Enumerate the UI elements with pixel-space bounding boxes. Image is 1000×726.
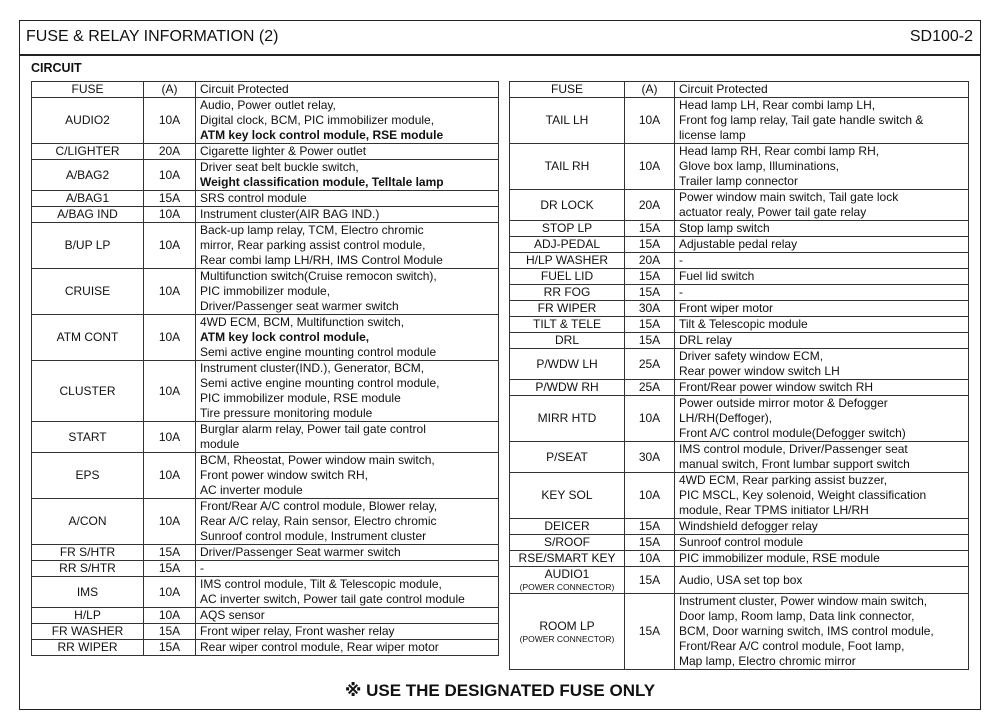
fuse-subtitle: (POWER CONNECTOR) <box>519 582 615 592</box>
table-row <box>510 442 969 473</box>
fuse-name: A/BAG1 <box>65 191 110 205</box>
col-header-circuit: Circuit Protected <box>675 82 969 98</box>
fuse-name-cell <box>510 333 625 349</box>
circuit-line: LH/RH(Deffoger), <box>679 411 773 425</box>
fuse-name-cell <box>510 396 625 442</box>
circuit-line: Front A/C control module(Defogger switch) <box>679 426 906 440</box>
circuit-line: 4WD ECM, BCM, Multifunction switch, <box>200 315 405 329</box>
amperage-cell: 15A <box>144 640 196 656</box>
table-row <box>510 317 969 333</box>
circuit-line: Front fog lamp relay, Tail gate handle switch & <box>679 113 924 127</box>
circuit-line: - <box>200 561 204 575</box>
circuit-line: Power outside mirror motor & Defogger <box>679 396 888 410</box>
table-row <box>510 349 969 380</box>
table-row <box>510 269 969 285</box>
fuse-name: ATM CONT <box>56 330 119 344</box>
circuit-cell <box>196 144 499 160</box>
table-row <box>510 594 969 670</box>
circuit-line: PIC immobilizer module, <box>200 284 331 298</box>
circuit-line: Driver/Passenger seat warmer switch <box>200 299 399 313</box>
fuse-name-cell <box>32 269 144 315</box>
fuse-name: FUEL LID <box>540 269 594 283</box>
circuit-line: Tire pressure monitoring module <box>200 406 373 420</box>
left-fuse-table <box>31 81 499 656</box>
fuse-name: RR S/HTR <box>59 561 116 575</box>
table-row <box>32 361 499 422</box>
amperage-cell: 25A <box>625 349 675 380</box>
fuse-name-cell <box>32 577 144 608</box>
circuit-cell <box>675 442 969 473</box>
circuit-line: Windshield defogger relay <box>679 519 818 533</box>
circuit-line: ATM key lock control module, <box>200 330 370 344</box>
header-bar <box>20 21 980 56</box>
table-row <box>510 473 969 519</box>
amperage-cell: 10A <box>144 269 196 315</box>
table-row <box>32 98 499 144</box>
table-row <box>32 269 499 315</box>
circuit-cell <box>675 317 969 333</box>
amperage-cell: 15A <box>625 333 675 349</box>
table-row <box>32 207 499 223</box>
amperage-cell: 10A <box>625 98 675 144</box>
fuse-name: C/LIGHTER <box>55 144 120 158</box>
amperage-cell: 15A <box>625 519 675 535</box>
fuse-name: CLUSTER <box>59 383 116 398</box>
fuse-name: RR WIPER <box>57 640 118 654</box>
circuit-line: Rear A/C relay, Rain sensor, Electro chromic <box>200 514 437 528</box>
right-table-body <box>510 98 969 670</box>
circuit-line: DRL relay <box>679 333 732 347</box>
circuit-line: Burglar alarm relay, Power tail gate control <box>200 422 426 436</box>
fuse-name: FR S/HTR <box>59 545 116 559</box>
circuit-line: BCM, Door warning switch, IMS control module, <box>679 624 934 638</box>
circuit-line: Multifunction switch(Cruise remocon switch), <box>200 269 437 283</box>
document-frame <box>19 20 981 710</box>
table-row <box>510 98 969 144</box>
table-row <box>510 253 969 269</box>
circuit-line: AC inverter module <box>200 483 303 497</box>
circuit-cell <box>675 190 969 221</box>
right-fuse-table <box>509 81 969 670</box>
table-header-row <box>32 82 499 98</box>
fuse-name: DEICER <box>544 519 590 533</box>
circuit-line: BCM, Rheostat, Power window main switch, <box>200 453 435 467</box>
circuit-line: Fuel lid switch <box>679 269 755 283</box>
amperage-cell: 15A <box>625 535 675 551</box>
circuit-line: Cigarette lighter & Power outlet <box>200 144 367 158</box>
circuit-line: Stop lamp switch <box>679 221 770 235</box>
fuse-name-cell <box>510 301 625 317</box>
fuse-name-cell <box>510 269 625 285</box>
circuit-cell <box>675 98 969 144</box>
document-code: SD100-2 <box>909 28 973 45</box>
fuse-name-cell <box>510 190 625 221</box>
circuit-line: Semi active engine mounting control module, <box>200 376 440 390</box>
amperage-cell: 30A <box>625 301 675 317</box>
fuse-name: MIRR HTD <box>537 411 597 425</box>
fuse-name-cell <box>510 594 625 670</box>
circuit-cell <box>196 315 499 361</box>
circuit-cell <box>675 269 969 285</box>
table-row <box>32 577 499 608</box>
amperage-cell: 15A <box>625 317 675 333</box>
circuit-cell <box>196 499 499 545</box>
fuse-name-cell <box>510 535 625 551</box>
circuit-line: Front/Rear power window switch RH <box>679 380 874 394</box>
fuse-name: TAIL RH <box>544 159 590 173</box>
table-row <box>510 285 969 301</box>
table-row <box>510 144 969 190</box>
fuse-name-cell <box>510 221 625 237</box>
fuse-name: RR FOG <box>543 285 591 299</box>
col-header-fuse: FUSE <box>32 82 144 98</box>
circuit-line: IMS control module, Driver/Passenger seat <box>679 442 908 456</box>
circuit-cell <box>196 98 499 144</box>
amperage-cell: 15A <box>144 191 196 207</box>
fuse-name-cell <box>32 499 144 545</box>
fuse-name: DR LOCK <box>540 197 594 212</box>
table-row <box>32 160 499 191</box>
fuse-name-cell <box>510 144 625 190</box>
circuit-cell <box>196 361 499 422</box>
table-row <box>510 535 969 551</box>
circuit-cell <box>675 594 969 670</box>
circuit-line: Audio, Power outlet relay, <box>200 98 336 112</box>
table-row <box>32 453 499 499</box>
circuit-cell <box>675 473 969 519</box>
circuit-line: Rear power window switch LH <box>679 364 840 378</box>
circuit-line: Instrument cluster(AIR BAG IND.) <box>200 207 380 221</box>
fuse-name-cell <box>32 640 144 656</box>
table-row <box>32 144 499 160</box>
circuit-cell <box>675 285 969 301</box>
circuit-line: Instrument cluster, Power window main switch, <box>679 594 928 608</box>
section-label: CIRCUIT <box>31 61 82 75</box>
page-title: FUSE & RELAY INFORMATION (2) <box>26 28 279 45</box>
circuit-cell <box>675 144 969 190</box>
table-row <box>32 640 499 656</box>
table-row <box>510 396 969 442</box>
table-row <box>510 301 969 317</box>
table-row <box>32 499 499 545</box>
circuit-cell <box>675 380 969 396</box>
circuit-cell <box>675 551 969 567</box>
circuit-line: Semi active engine mounting control module <box>200 345 437 359</box>
circuit-cell <box>675 253 969 269</box>
amperage-cell: 15A <box>144 545 196 561</box>
amperage-cell: 10A <box>144 315 196 361</box>
fuse-name: B/UP LP <box>64 238 111 252</box>
fuse-name: FR WASHER <box>51 624 124 638</box>
circuit-line: mirror, Rear parking assist control module, <box>200 238 426 252</box>
fuse-name: EPS <box>75 468 100 482</box>
table-header-row <box>510 82 969 98</box>
amperage-cell: 10A <box>625 473 675 519</box>
amperage-cell: 25A <box>625 380 675 396</box>
circuit-line: Driver seat belt buckle switch, <box>200 160 359 174</box>
table-row <box>510 519 969 535</box>
circuit-cell <box>196 422 499 453</box>
circuit-line: PIC immobilizer module, RSE module <box>679 551 880 565</box>
fuse-name-cell <box>510 317 625 333</box>
circuit-line: manual switch, Front lumbar support switch <box>679 457 910 471</box>
circuit-cell <box>196 608 499 624</box>
table-row <box>510 333 969 349</box>
fuse-name-cell <box>510 349 625 380</box>
table-row <box>510 380 969 396</box>
circuit-line: Adjustable pedal relay <box>679 237 798 251</box>
fuse-subtitle: (POWER CONNECTOR) <box>519 633 615 644</box>
circuit-line: Head lamp RH, Rear combi lamp RH, <box>679 144 880 158</box>
circuit-line: Front/Rear A/C control module, Foot lamp, <box>679 639 905 653</box>
circuit-cell <box>196 207 499 223</box>
circuit-line: Rear wiper control module, Rear wiper motor <box>200 640 439 654</box>
fuse-name: KEY SOL <box>541 488 593 502</box>
fuse-name: DRL <box>554 333 579 347</box>
circuit-line: Trailer lamp connector <box>679 174 798 188</box>
table-row <box>510 551 969 567</box>
fuse-name: P/SEAT <box>546 449 588 464</box>
circuit-line: license lamp <box>679 128 746 142</box>
circuit-line: ATM key lock control module, RSE module <box>200 128 444 142</box>
amperage-cell: 30A <box>625 442 675 473</box>
circuit-cell <box>675 519 969 535</box>
table-row <box>510 567 969 594</box>
fuse-name-cell <box>32 545 144 561</box>
amperage-cell: 10A <box>625 144 675 190</box>
circuit-line: PIC MSCL, Key solenoid, Weight classification <box>679 488 927 502</box>
circuit-cell <box>675 349 969 380</box>
circuit-line: Audio, USA set top box <box>679 572 803 587</box>
left-table-body <box>32 98 499 656</box>
fuse-name-cell <box>510 285 625 301</box>
circuit-cell <box>675 221 969 237</box>
amperage-cell: 15A <box>625 285 675 301</box>
amperage-cell: 15A <box>144 624 196 640</box>
amperage-cell: 10A <box>144 608 196 624</box>
fuse-name: P/WDW RH <box>535 380 599 394</box>
fuse-name-cell <box>32 608 144 624</box>
circuit-cell <box>196 545 499 561</box>
circuit-line: Front/Rear A/C control module, Blower relay, <box>200 499 438 513</box>
circuit-cell <box>675 535 969 551</box>
table-row <box>32 191 499 207</box>
fuse-name-cell <box>510 380 625 396</box>
circuit-line: Back-up lamp relay, TCM, Electro chromic <box>200 223 424 237</box>
circuit-cell <box>196 160 499 191</box>
table-row <box>32 545 499 561</box>
fuse-name-cell <box>32 422 144 453</box>
fuse-name-cell <box>510 551 625 567</box>
table-row <box>32 561 499 577</box>
circuit-line: Front wiper motor <box>679 301 774 315</box>
circuit-cell <box>675 333 969 349</box>
fuse-name: CRUISE <box>64 284 111 298</box>
circuit-cell <box>196 624 499 640</box>
fuse-name: ROOM LP <box>539 618 595 633</box>
circuit-cell <box>196 191 499 207</box>
circuit-line: Front power window switch RH, <box>200 468 369 482</box>
amperage-cell: 20A <box>625 253 675 269</box>
col-header-fuse: FUSE <box>510 82 625 98</box>
fuse-name-cell <box>32 561 144 577</box>
circuit-line: Digital clock, BCM, PIC immobilizer module, <box>200 113 435 127</box>
circuit-line: Front wiper relay, Front washer relay <box>200 624 395 638</box>
amperage-cell: 15A <box>625 594 675 670</box>
col-header-circuit: Circuit Protected <box>196 82 499 98</box>
fuse-name-cell <box>510 519 625 535</box>
fuse-name: ADJ-PEDAL <box>533 237 601 251</box>
fuse-name-cell <box>510 473 625 519</box>
circuit-line: Tilt & Telescopic module <box>679 317 808 331</box>
circuit-line: SRS control module <box>200 191 307 205</box>
fuse-name-cell <box>32 361 144 422</box>
circuit-line: - <box>679 285 683 299</box>
fuse-name-cell <box>510 567 625 594</box>
circuit-line: Driver/Passenger Seat warmer switch <box>200 545 401 559</box>
fuse-name: STOP LP <box>541 221 593 235</box>
circuit-cell <box>196 561 499 577</box>
circuit-cell <box>675 567 969 594</box>
fuse-name: S/ROOF <box>543 535 590 549</box>
amperage-cell: 10A <box>144 223 196 269</box>
fuse-name: P/WDW LH <box>536 356 598 371</box>
amperage-cell: 15A <box>144 561 196 577</box>
circuit-cell <box>675 237 969 253</box>
table-row <box>510 190 969 221</box>
circuit-cell <box>196 269 499 315</box>
circuit-cell <box>675 301 969 317</box>
fuse-name: TILT & TELE <box>532 317 602 331</box>
circuit-line: module <box>200 437 240 451</box>
amperage-cell: 15A <box>625 237 675 253</box>
fuse-name: AUDIO1 <box>544 567 590 581</box>
fuse-name-cell <box>32 624 144 640</box>
circuit-line: Sunroof control module <box>679 535 804 549</box>
circuit-line: Map lamp, Electro chromic mirror <box>679 654 856 668</box>
fuse-name: RSE/SMART KEY <box>518 551 616 565</box>
amperage-cell: 10A <box>144 98 196 144</box>
circuit-line: - <box>679 253 683 267</box>
table-row <box>32 422 499 453</box>
circuit-cell <box>196 577 499 608</box>
fuse-name-cell <box>510 237 625 253</box>
amperage-cell: 20A <box>625 190 675 221</box>
fuse-name-cell <box>32 315 144 361</box>
fuse-name-cell <box>510 98 625 144</box>
table-row <box>510 237 969 253</box>
fuse-name: H/LP WASHER <box>525 253 609 267</box>
circuit-line: Weight classification module, Telltale lamp <box>200 175 444 189</box>
fuse-name-cell <box>32 191 144 207</box>
circuit-line: module, Rear TPMS initiator LH/RH <box>679 503 869 517</box>
fuse-name: START <box>68 429 107 444</box>
fuse-name: H/LP <box>74 608 101 622</box>
circuit-line: Power window main switch, Tail gate lock <box>679 190 899 204</box>
circuit-line: 4WD ECM, Rear parking assist buzzer, <box>679 473 888 487</box>
fuse-name-cell <box>32 223 144 269</box>
fuse-name: AUDIO2 <box>65 113 110 127</box>
circuit-cell <box>196 453 499 499</box>
fuse-name-cell <box>32 160 144 191</box>
circuit-line: Door lamp, Room lamp, Data link connector, <box>679 609 915 623</box>
fuse-name-cell <box>32 98 144 144</box>
circuit-line: Instrument cluster(IND.), Generator, BCM, <box>200 361 425 375</box>
fuse-name: IMS <box>76 584 99 599</box>
fuse-name-cell <box>510 253 625 269</box>
fuse-name: A/BAG IND <box>57 207 118 221</box>
table-row <box>32 315 499 361</box>
amperage-cell: 15A <box>625 221 675 237</box>
amperage-cell: 15A <box>625 567 675 594</box>
table-row <box>32 608 499 624</box>
table-row <box>32 624 499 640</box>
circuit-line: actuator realy, Power tail gate relay <box>679 205 867 219</box>
col-header-amps: (A) <box>144 82 196 98</box>
fuse-name: A/CON <box>68 514 107 528</box>
amperage-cell: 15A <box>625 269 675 285</box>
fuse-name: A/BAG2 <box>65 167 110 182</box>
col-header-amps: (A) <box>625 82 675 98</box>
amperage-cell: 10A <box>144 422 196 453</box>
amperage-cell: 10A <box>625 396 675 442</box>
fuse-name-cell <box>510 442 625 473</box>
circuit-line: Driver safety window ECM, <box>679 349 824 363</box>
amperage-cell: 10A <box>625 551 675 567</box>
table-row <box>510 221 969 237</box>
amperage-cell: 20A <box>144 144 196 160</box>
footer-note: ※ USE THE DESIGNATED FUSE ONLY <box>344 681 656 700</box>
circuit-line: PIC immobilizer module, RSE module <box>200 391 401 405</box>
fuse-name: TAIL LH <box>545 113 589 127</box>
fuse-name-cell <box>32 453 144 499</box>
fuse-name-cell <box>32 144 144 160</box>
circuit-line: Glove box lamp, Illuminations, <box>679 159 840 173</box>
fuse-name: FR WIPER <box>537 301 597 315</box>
circuit-cell <box>675 396 969 442</box>
circuit-line: Sunroof control module, Instrument cluster <box>200 529 427 543</box>
amperage-cell: 10A <box>144 207 196 223</box>
circuit-line: AC inverter switch, Power tail gate control module <box>200 592 465 606</box>
circuit-line: Rear combi lamp LH/RH, IMS Control Module <box>200 253 443 267</box>
circuit-cell <box>196 640 499 656</box>
amperage-cell: 10A <box>144 160 196 191</box>
amperage-cell: 10A <box>144 453 196 499</box>
fuse-name-cell <box>32 207 144 223</box>
amperage-cell: 10A <box>144 499 196 545</box>
circuit-line: AQS sensor <box>200 608 265 622</box>
table-row <box>32 223 499 269</box>
amperage-cell: 10A <box>144 361 196 422</box>
circuit-line: IMS control module, Tilt & Telescopic module, <box>200 577 442 591</box>
amperage-cell: 10A <box>144 577 196 608</box>
circuit-cell <box>196 223 499 269</box>
circuit-line: Head lamp LH, Rear combi lamp LH, <box>679 98 876 112</box>
